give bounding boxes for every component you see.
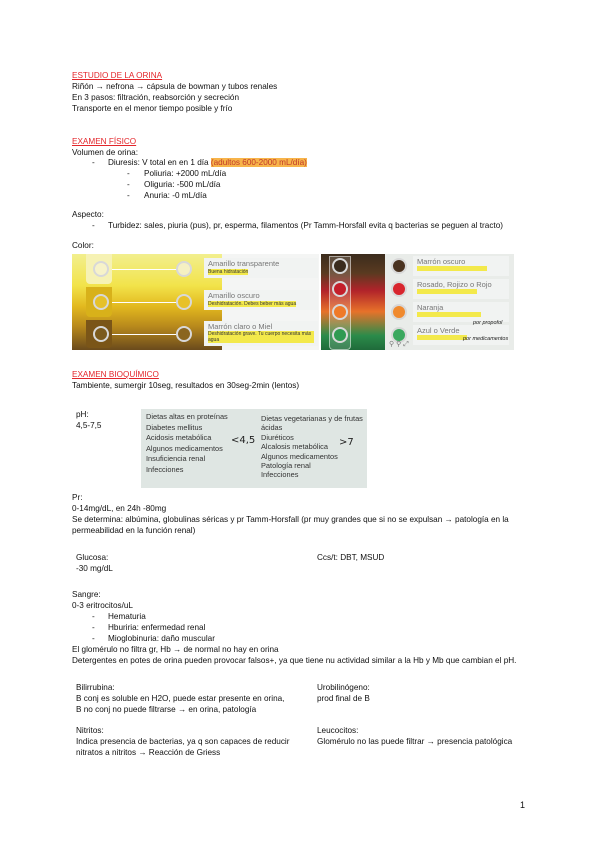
color-label-dark: Marrón oscuro [413,256,509,276]
color-label-1: Amarillo transparente Buena hidratación [204,258,318,278]
swatch-circle [176,326,192,342]
swatch-circle [176,294,192,310]
page-number: 1 [520,800,526,810]
text-line: En 3 pasos: filtración, reabsorción y secreción [72,93,240,102]
anuria-line: Anuria: -0 mL/día [144,191,207,200]
sangre-item: Hematuria [108,612,146,621]
bilirrubina-text: B conj es soluble en H2O, puede estar presente en orina, [76,694,285,703]
section-title-fisico: EXAMEN FÍSICO [72,137,137,146]
text-line: Riñón → nefrona → cápsula de bowman y tubos renales [72,82,278,91]
bullet-dash: - [92,612,95,621]
hand-note-alkaline: >7 [339,437,354,448]
ph-table [141,409,367,488]
bullet-dash: - [92,623,95,632]
color-label-green: Azul o Verde [413,325,509,345]
color-label-2: Amarillo oscuro Deshidratación. Debes beber más agua [204,290,318,310]
expand-icon[interactable]: ⤢ [403,341,409,348]
detergentes-line: Detergentes en potes de orina pueden provocar falsos+, ya que tiene nu actividad similar a la Hb y Mb que cambian el pH. [72,656,517,665]
section-title-bioquimico: EXAMEN BIOQUÍMICO [72,370,159,379]
zoom-out-icon[interactable]: ⚲ [389,341,395,348]
hand-note: por medicamentos [463,336,509,342]
pr-value: 0-14mg/dL, en 24h -80mg [72,504,167,513]
volumen-label: Volumen de orina: [72,148,138,157]
swatch-circle [93,261,109,277]
glucosa-value: -30 mg/dL [76,564,113,573]
urine-color-chart-left [72,254,319,350]
color-label-3: Marrón claro o Miel Deshidratación grave. Tu cuerpo necesita más agua [204,321,318,346]
ph-label: pH: [76,410,89,419]
swatch-circle [332,327,348,343]
sangre-item: Mioglobinuria: daño muscular [108,634,215,643]
urobilinogeno-label: Urobilinógeno: [317,683,370,692]
color-label-red: Rosado, Rojizo o Rojo [413,279,509,299]
bilirrubina-label: Bilirrubina: [76,683,115,692]
nitritos-text: Indica presencia de bacterias, ya q son capaces de reducir [76,737,290,746]
toolbar [389,340,409,349]
ph-left-column: Dietas altas en proteínas Diabetes mellitus Acidosis metabólica Algunos medicamentos Insuficiencia renal Infecciones [146,412,228,474]
ph-right-column: Dietas vegetarianas y de frutas ácidas Diuréticos Alcalosis metabólica Algunos medicamentos Patología renal Infecciones [261,414,363,480]
connector-line [112,334,182,335]
connector-line [112,269,182,270]
pr-label: Pr: [72,493,83,502]
swatch-circle [332,304,348,320]
bullet-dash: - [92,158,95,167]
hand-note-acid: <4,5 [231,435,256,446]
bullet-dash: - [92,221,95,230]
connector-line [112,302,182,303]
sangre-value: 0-3 eritrocitos/uL [72,601,133,610]
zoom-in-icon[interactable]: ⚲ [396,341,402,348]
leucocitos-value: Glomérulo no las puede filtrar → presencia patológica [317,737,513,746]
bullet-dash: - [127,169,130,178]
aspecto-label: Aspecto: [72,210,104,219]
urine-color-chart-right [321,254,514,350]
text-line: Transporte en el menor tiempo posible y frío [72,104,233,113]
poliuria-line: Poliuria: +2000 mL/día [144,169,227,178]
ccs-label: Ccs/t: DBT, MSUD [317,553,385,562]
glomerulo-line: El glomérulo no filtra gr, Hb → de normal no hay en orina [72,645,279,654]
pr-text: Se determina: albúmina, globulinas séricas y pr Tamm-Horsfall (pr muy grandes que si no se expulsan → patología en la [72,515,509,524]
bullet-dash: - [92,634,95,643]
swatch-circle [93,294,109,310]
swatch-circle [391,281,407,297]
pr-text: permeabilidad en la función renal) [72,526,196,535]
turbidez-line: Turbidez: sales, piuria (pus), pr, esperma, filamentos (Pr Tamm-Horsfall evita q bacterias se peguen al tracto) [108,221,503,230]
nitritos-text: nitratos a nitritos → Reacción de Griess [76,748,221,757]
sangre-item: Hburiria: enfermedad renal [108,623,206,632]
section-title-estudio: ESTUDIO DE LA ORINA [72,71,163,80]
swatch-circle [391,304,407,320]
color-label: Color: [72,241,94,250]
bullet-dash: - [127,180,130,189]
oliguria-line: Oliguria: -500 mL/día [144,180,221,189]
hand-note: por propofol [473,320,503,326]
swatch-circle [332,258,348,274]
intro-line: Tambiente, sumergir 10seg, resultados en 30seg-2min (lentos) [72,381,300,390]
glucosa-label: Glucosa: [76,553,109,562]
swatch-circle [93,326,109,342]
bullet-dash: - [127,191,130,200]
color-label-orange: Naranja [413,302,509,322]
urobilinogeno-value: prod final de B [317,694,370,703]
swatch-circle [176,261,192,277]
sangre-label: Sangre: [72,590,101,599]
diuresis-line: Diuresis: V total en en 1 día (adultos 600-2000 mL/día) [108,158,307,167]
ph-value: 4,5-7,5 [76,421,102,430]
diuresis-highlight: (adultos 600-2000 mL/día) [210,158,307,167]
leucocitos-label: Leucocitos: [317,726,359,735]
swatch-circle [332,281,348,297]
nitritos-label: Nitritos: [76,726,104,735]
swatch-circle [391,258,407,274]
bilirrubina-text: B no conj no puede filtrarse → en orina, patología [76,705,257,714]
